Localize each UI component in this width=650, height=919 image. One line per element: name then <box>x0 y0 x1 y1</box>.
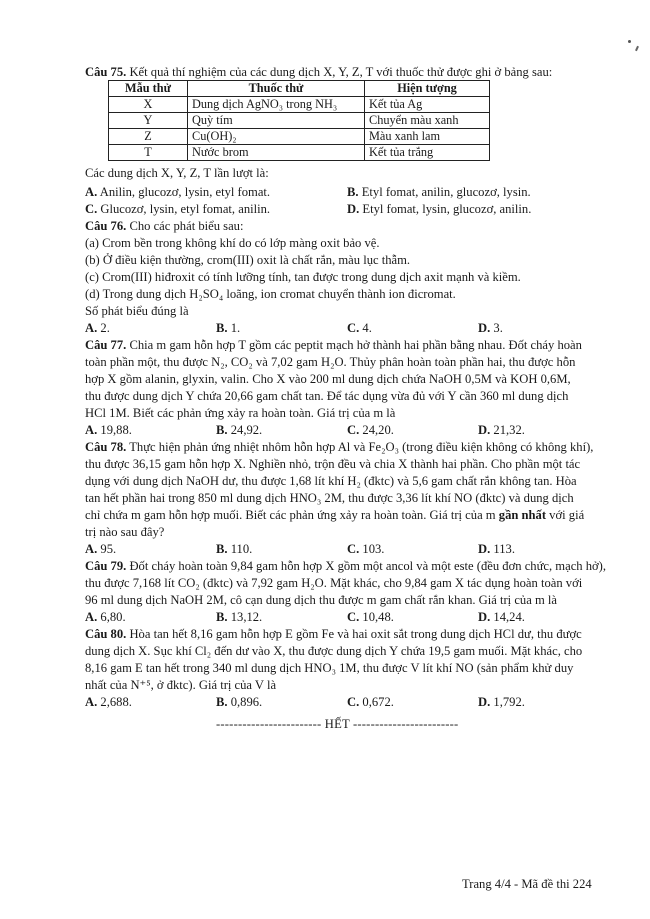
q76-statement-c: (c) Crom(III) hiđroxit có tính lưỡng tính, tan được trong dung dịch axit mạnh và kiềm. <box>85 270 521 284</box>
q78-option-c: C. 103. <box>347 542 385 556</box>
q78-emphasis: gần nhất <box>498 508 547 522</box>
table-cell: Cu(OH)₂ <box>188 129 365 145</box>
q77-line-5: HCl 1M. Biết các phản ứng xảy ra hoàn toàn. Giá trị của m là <box>85 406 396 420</box>
q75-results-table <box>108 80 490 161</box>
q79-label: Câu 79. <box>85 559 127 573</box>
q75-after: Các dung dịch X, Y, Z, T lần lượt là: <box>85 166 269 180</box>
table-cell: T <box>109 145 188 161</box>
table-header-row <box>109 81 490 97</box>
table-cell: Chuyển màu xanh <box>365 113 490 129</box>
table-cell: Kết tủa trắng <box>365 145 490 161</box>
table-cell: Nước brom <box>188 145 365 161</box>
q77-line-1: Câu 77. Chia m gam hỗn hợp T gồm các peptit mạch hở thành hai phần bằng nhau. Đốt cháy hoàn <box>85 338 582 352</box>
table-row <box>109 97 490 113</box>
q78-option-b: B. 110. <box>216 542 253 556</box>
q80-label: Câu 80. <box>85 627 127 641</box>
q77-option-d: D. 21,32. <box>478 423 525 437</box>
q76-ask: Số phát biểu đúng là <box>85 304 189 318</box>
q77-label: Câu 77. <box>85 338 127 352</box>
q79-line-1: Câu 79. Đốt cháy hoàn toàn 9,84 gam hỗn hợp X gồm một ancol và một este (đều đơn chức, mạch hở), <box>85 559 607 573</box>
table-cell: Y <box>109 113 188 129</box>
q76-option-b: B. 1. <box>216 321 241 335</box>
q80-line-2: dung dịch X. Sục khí Cl₂ đến dư vào X, thu được dung dịch Y chứa 19,5 gam muối. Mặt khác, cho <box>85 644 583 658</box>
q75-option-d: D. Etyl fomat, lysin, glucozơ, anilin. <box>347 202 532 216</box>
table-header-cell: Hiện tượng <box>365 81 490 97</box>
q76-statement-a: (a) Crom bền trong không khí do có lớp màng oxit bảo vệ. <box>85 236 380 250</box>
q76-option-d: D. 3. <box>478 321 503 335</box>
q80-option-b: B. 0,896. <box>216 695 263 709</box>
q79-line-3: 96 ml dung dịch NaOH 2M, cô cạn dung dịch thu được m gam chất rắn khan. Giá trị của m là <box>85 593 557 607</box>
q76-statement-b: (b) Ở điều kiện thường, crom(III) oxit là chất rắn, màu lục thẫm. <box>85 253 411 267</box>
table-row <box>109 129 490 145</box>
q80-option-a: A. 2,688. <box>85 695 132 709</box>
q80-option-c: C. 0,672. <box>347 695 394 709</box>
q79-option-c: C. 10,48. <box>347 610 394 624</box>
q79-line-2: thu được 7,168 lít CO₂ (đktc) và 7,92 gam H₂O. Mặt khác, cho 9,84 gam X tác dụng hoàn toàn với <box>85 576 583 590</box>
q75-label: Câu 75. <box>85 65 127 79</box>
q77-option-b: B. 24,92. <box>216 423 263 437</box>
q75-option-a: A. Anilin, glucozơ, lysin, etyl fomat. <box>85 185 271 199</box>
q78-option-a: A. 95. <box>85 542 117 556</box>
table-cell: Quỳ tím <box>188 113 365 129</box>
q76-label: Câu 76. <box>85 219 127 233</box>
q75-option-b: B. Etyl fomat, anilin, glucozơ, lysin. <box>347 185 531 199</box>
table-cell: Z <box>109 129 188 145</box>
q78-label: Câu 78. <box>85 440 127 454</box>
q77-option-c: C. 24,20. <box>347 423 394 437</box>
q78-option-d: D. 113. <box>478 542 515 556</box>
q77-option-a: A. 19,88. <box>85 423 132 437</box>
q78-line-5: chỉ chứa m gam hỗn hợp muối. Biết các phản ứng xảy ra hoàn toàn. Giá trị của m gần nhất với giá <box>85 508 585 522</box>
q78-line-3: dụng với dung dịch NaOH dư, thu được 1,68 lít khí H₂ (đktc) và 5,6 gam chất rắn không tan. Hòa <box>85 474 577 488</box>
q76-option-c: C. 4. <box>347 321 372 335</box>
table-cell: Dung dịch AgNO₃ trong NH₃ <box>188 97 365 113</box>
q76-statement-d: (d) Trong dung dịch H₂SO₄ loãng, ion cromat chuyển thành ion đicromat. <box>85 287 456 301</box>
q80-line-4: nhất của N⁺⁵, ở đktc). Giá trị của V là <box>85 678 277 692</box>
table-cell: Kết tủa Ag <box>365 97 490 113</box>
q76-text: Cho các phát biểu sau: <box>129 219 244 233</box>
q77-line-4: thu được dung dịch Y chứa 20,66 gam chất tan. Để tác dụng vừa đủ với Y cần 360 ml dung dịch <box>85 389 569 403</box>
q79-option-b: B. 13,12. <box>216 610 263 624</box>
q80-line-3: 8,16 gam E tan hết trong 340 ml dung dịch HNO₃ 1M, thu được V lít khí NO (sản phẩm khử duy <box>85 661 574 675</box>
q78-line-6: trị nào sau đây? <box>85 525 165 539</box>
table-header-cell: Thuốc thử <box>188 81 365 97</box>
end-mark: ------------------------ HẾT ------------------------ <box>216 717 459 731</box>
page-footer: Trang 4/4 - Mã đề thi 224 <box>462 877 592 891</box>
table-cell: X <box>109 97 188 113</box>
q75-text: Kết quả thí nghiệm của các dung dịch X, Y, Z, T với thuốc thử được ghi ở bảng sau: <box>129 65 553 79</box>
table-cell: Màu xanh lam <box>365 129 490 145</box>
q80-option-d: D. 1,792. <box>478 695 525 709</box>
q80-line-1: Câu 80. Hòa tan hết 8,16 gam hỗn hợp E gồm Fe và hai oxit sắt trong dung dịch HCl dư, thu được <box>85 627 582 641</box>
q78-line-4: tan hết phần hai trong 850 ml dung dịch HNO₃ 2M, thu được 3,36 lít khí NO (đktc) và dung dịch <box>85 491 574 505</box>
q78-line-2: thu được 36,15 gam hỗn hợp X. Nghiền nhỏ, trộn đều và chia X thành hai phần. Cho phần một tác <box>85 457 581 471</box>
q79-option-a: A. 6,80. <box>85 610 126 624</box>
q77-line-3: hợp X gồm alanin, glyxin, valin. Cho X vào 200 ml dung dịch chứa NaOH 0,5M và KOH 0,6M, <box>85 372 571 386</box>
scan-speck <box>628 40 631 43</box>
table-header-cell: Mẫu thử <box>109 81 188 97</box>
q75-stem <box>85 64 552 80</box>
q75-option-c: C. Glucozơ, lysin, etyl fomat, anilin. <box>85 202 271 216</box>
table-row <box>109 145 490 161</box>
q77-line-2: toàn phần một, thu được N₂, CO₂ và 7,02 gam H₂O. Thủy phân hoàn toàn phần hai, thu được hỗn <box>85 355 576 369</box>
q78-line-1: Câu 78. Thực hiện phản ứng nhiệt nhôm hỗn hợp Al và Fe₂O₃ (trong điều kiện không có không khí), <box>85 440 594 454</box>
scan-speck <box>635 46 639 51</box>
q79-option-d: D. 14,24. <box>478 610 525 624</box>
q76-stem <box>85 218 243 234</box>
q76-option-a: A. 2. <box>85 321 110 335</box>
table-row <box>109 113 490 129</box>
